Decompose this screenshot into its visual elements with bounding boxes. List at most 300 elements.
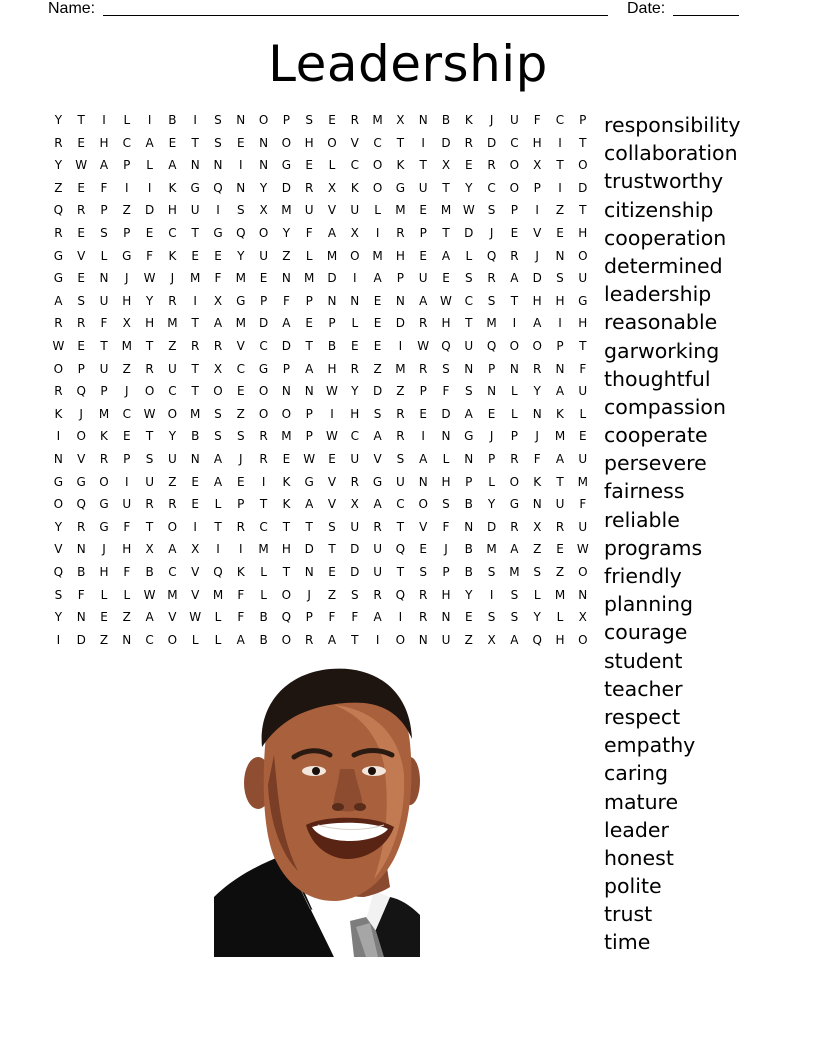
grid-letter[interactable]: N <box>327 293 337 308</box>
grid-letter[interactable]: D <box>441 406 451 421</box>
grid-letter[interactable]: P <box>123 226 131 240</box>
grid-letter[interactable]: A <box>373 610 382 625</box>
grid-letter[interactable]: R <box>555 519 565 534</box>
grid-letter[interactable]: O <box>350 248 360 263</box>
grid-letter[interactable]: Z <box>54 180 63 195</box>
grid-letter[interactable]: T <box>145 339 154 353</box>
grid-letter[interactable]: U <box>555 497 565 512</box>
grid-letter[interactable]: A <box>54 293 63 308</box>
grid-letter[interactable]: J <box>125 384 129 399</box>
grid-letter[interactable]: I <box>239 158 243 173</box>
grid-letter[interactable]: I <box>421 135 425 150</box>
grid-letter[interactable]: N <box>99 271 109 286</box>
grid-letter[interactable]: M <box>486 542 497 557</box>
grid-letter[interactable]: C <box>122 135 131 150</box>
grid-letter[interactable]: K <box>168 248 177 263</box>
grid-letter[interactable]: O <box>258 384 269 399</box>
grid-letter[interactable]: W <box>75 158 88 173</box>
grid-letter[interactable]: K <box>350 180 359 195</box>
grid-letter[interactable]: I <box>421 429 425 444</box>
grid-letter[interactable]: P <box>77 361 85 376</box>
grid-letter[interactable]: F <box>123 519 131 534</box>
grid-letter[interactable]: I <box>558 135 562 150</box>
grid-letter[interactable]: E <box>77 135 85 150</box>
grid-letter[interactable]: S <box>487 610 496 625</box>
grid-letter[interactable]: A <box>327 632 337 647</box>
grid-letter[interactable]: R <box>350 361 359 376</box>
grid-letter[interactable]: S <box>464 271 473 286</box>
grid-letter[interactable]: W <box>326 384 338 399</box>
grid-letter[interactable]: K <box>464 113 473 127</box>
grid-letter[interactable]: A <box>236 632 245 647</box>
grid-letter[interactable]: V <box>168 610 177 625</box>
grid-letter[interactable]: L <box>100 248 108 263</box>
grid-letter[interactable]: Q <box>441 339 451 353</box>
grid-letter[interactable]: Q <box>236 226 246 240</box>
grid-letter[interactable]: P <box>556 339 564 353</box>
grid-letter[interactable]: C <box>259 519 268 534</box>
grid-letter[interactable]: E <box>328 565 336 579</box>
grid-letter[interactable]: V <box>54 542 63 557</box>
grid-letter[interactable]: B <box>464 565 473 579</box>
grid-letter[interactable]: D <box>304 542 314 557</box>
grid-letter[interactable]: O <box>53 497 64 512</box>
grid-letter[interactable]: E <box>191 248 199 263</box>
grid-letter[interactable]: G <box>372 474 383 489</box>
grid-letter[interactable]: O <box>167 632 178 647</box>
grid-letter[interactable]: M <box>167 587 178 602</box>
grid-letter[interactable]: U <box>418 180 428 195</box>
grid-letter[interactable]: N <box>53 452 63 466</box>
grid-letter[interactable]: K <box>282 497 291 512</box>
grid-letter[interactable]: L <box>442 452 450 466</box>
grid-letter[interactable]: E <box>442 271 450 286</box>
grid-letter[interactable]: X <box>191 542 200 557</box>
grid-letter[interactable]: Q <box>213 565 223 579</box>
grid-letter[interactable]: I <box>56 632 61 647</box>
grid-letter[interactable]: C <box>168 226 177 240</box>
grid-letter[interactable]: T <box>396 135 405 150</box>
grid-letter[interactable]: E <box>373 339 382 353</box>
grid-letter[interactable]: U <box>441 632 451 647</box>
grid-letter[interactable]: L <box>214 632 222 647</box>
grid-letter[interactable]: Y <box>54 158 63 173</box>
grid-letter[interactable]: U <box>418 271 428 286</box>
grid-letter[interactable]: R <box>54 316 63 331</box>
grid-letter[interactable]: Y <box>237 248 245 263</box>
grid-letter[interactable]: Q <box>532 632 542 647</box>
grid-letter[interactable]: S <box>396 452 405 466</box>
grid-letter[interactable]: V <box>350 135 359 150</box>
grid-letter[interactable]: I <box>56 429 61 444</box>
grid-letter[interactable]: S <box>510 587 519 602</box>
grid-letter[interactable]: T <box>579 135 587 150</box>
grid-letter[interactable]: X <box>396 113 405 127</box>
grid-letter[interactable]: Q <box>395 542 406 557</box>
grid-letter[interactable]: R <box>191 339 200 353</box>
grid-letter[interactable]: H <box>167 203 177 218</box>
grid-letter[interactable]: O <box>578 632 588 647</box>
grid-letter[interactable]: Z <box>282 248 291 263</box>
grid-letter[interactable]: W <box>417 339 430 353</box>
grid-letter[interactable]: W <box>189 610 202 625</box>
grid-letter[interactable]: H <box>304 135 314 150</box>
grid-letter[interactable]: C <box>487 180 496 195</box>
grid-letter[interactable]: E <box>305 158 313 173</box>
grid-letter[interactable]: T <box>465 316 473 331</box>
grid-letter[interactable]: C <box>236 361 245 376</box>
grid-letter[interactable]: H <box>327 361 337 376</box>
grid-letter[interactable]: M <box>121 339 132 353</box>
grid-letter[interactable]: V <box>77 452 86 466</box>
grid-letter[interactable]: Q <box>213 180 223 195</box>
grid-letter[interactable]: N <box>304 565 314 579</box>
grid-letter[interactable]: F <box>77 587 85 602</box>
grid-letter[interactable]: O <box>53 361 64 376</box>
grid-letter[interactable]: C <box>464 293 473 308</box>
grid-letter[interactable]: O <box>578 565 588 579</box>
grid-letter[interactable]: T <box>419 158 427 173</box>
grid-letter[interactable]: T <box>328 542 336 557</box>
grid-letter[interactable]: E <box>168 135 177 150</box>
grid-letter[interactable]: J <box>444 542 448 557</box>
grid-letter[interactable]: Q <box>486 248 497 263</box>
grid-letter[interactable]: F <box>123 565 131 579</box>
grid-letter[interactable]: R <box>305 180 314 195</box>
grid-letter[interactable]: R <box>373 587 382 602</box>
grid-letter[interactable]: X <box>327 180 337 195</box>
grid-letter[interactable]: A <box>168 158 177 173</box>
grid-letter[interactable]: U <box>578 271 588 286</box>
grid-letter[interactable]: T <box>191 361 199 376</box>
grid-letter[interactable]: C <box>168 384 177 399</box>
grid-letter[interactable]: C <box>122 406 131 421</box>
grid-letter[interactable]: L <box>533 587 541 602</box>
grid-letter[interactable]: P <box>510 203 519 218</box>
grid-letter[interactable]: E <box>214 248 222 263</box>
grid-letter[interactable]: T <box>191 384 199 399</box>
grid-letter[interactable]: G <box>258 361 269 376</box>
grid-letter[interactable]: N <box>578 587 588 602</box>
grid-letter[interactable]: R <box>213 339 223 353</box>
grid-letter[interactable]: N <box>555 361 565 376</box>
grid-letter[interactable]: N <box>418 474 428 489</box>
grid-letter[interactable]: G <box>304 474 314 489</box>
grid-letter[interactable]: Z <box>373 361 382 376</box>
grid-letter[interactable]: R <box>510 248 519 263</box>
grid-letter[interactable]: I <box>558 316 562 331</box>
grid-letter[interactable]: A <box>213 474 223 489</box>
grid-letter[interactable]: N <box>441 429 451 444</box>
grid-letter[interactable]: P <box>305 406 313 421</box>
grid-letter[interactable]: R <box>419 587 428 602</box>
grid-letter[interactable]: N <box>418 632 428 647</box>
grid-letter[interactable]: X <box>122 316 131 331</box>
grid-letter[interactable]: I <box>353 271 357 286</box>
grid-letter[interactable]: K <box>533 474 542 489</box>
grid-letter[interactable]: N <box>395 293 405 308</box>
grid-letter[interactable]: F <box>100 316 108 331</box>
grid-letter[interactable]: Y <box>54 610 63 625</box>
grid-letter[interactable]: G <box>76 474 86 489</box>
grid-letter[interactable]: Y <box>168 429 177 444</box>
grid-letter[interactable]: D <box>441 135 451 150</box>
grid-letter[interactable]: D <box>327 271 337 286</box>
grid-letter[interactable]: E <box>259 271 268 286</box>
grid-letter[interactable]: D <box>281 339 292 353</box>
grid-letter[interactable]: S <box>487 293 496 308</box>
grid-letter[interactable]: N <box>76 542 86 557</box>
grid-letter[interactable]: T <box>305 339 313 353</box>
grid-letter[interactable]: G <box>213 226 223 240</box>
grid-letter[interactable]: T <box>556 474 564 489</box>
grid-letter[interactable]: S <box>419 565 427 579</box>
grid-letter[interactable]: V <box>191 565 200 579</box>
grid-letter[interactable]: P <box>123 452 131 466</box>
grid-letter[interactable]: R <box>419 361 428 376</box>
grid-letter[interactable]: M <box>554 429 566 444</box>
grid-letter[interactable]: T <box>191 226 199 240</box>
grid-letter[interactable]: O <box>258 113 269 127</box>
grid-letter[interactable]: Y <box>54 113 63 127</box>
grid-letter[interactable]: E <box>328 113 336 127</box>
grid-letter[interactable]: V <box>327 474 337 489</box>
grid-letter[interactable]: Z <box>236 406 245 421</box>
grid-letter[interactable]: Q <box>53 565 64 579</box>
grid-letter[interactable]: V <box>77 248 86 263</box>
grid-letter[interactable]: R <box>350 113 359 127</box>
grid-letter[interactable]: L <box>260 565 267 579</box>
grid-letter[interactable]: H <box>578 226 588 240</box>
grid-letter[interactable]: S <box>236 203 245 218</box>
grid-letter[interactable]: O <box>509 158 520 173</box>
grid-letter[interactable]: Q <box>486 339 497 353</box>
grid-letter[interactable]: W <box>143 271 156 286</box>
grid-letter[interactable]: X <box>213 293 223 308</box>
grid-letter[interactable]: O <box>372 180 383 195</box>
grid-letter[interactable]: G <box>99 519 109 534</box>
grid-letter[interactable]: O <box>509 339 520 353</box>
grid-letter[interactable]: K <box>168 180 177 195</box>
grid-letter[interactable]: L <box>214 497 222 512</box>
grid-letter[interactable]: R <box>350 474 359 489</box>
grid-letter[interactable]: B <box>259 632 268 647</box>
grid-letter[interactable]: V <box>191 587 200 602</box>
grid-letter[interactable]: G <box>395 180 406 195</box>
grid-letter[interactable]: Y <box>259 180 268 195</box>
grid-letter[interactable]: A <box>305 361 314 376</box>
grid-letter[interactable]: F <box>579 497 587 512</box>
grid-letter[interactable]: K <box>54 406 63 421</box>
grid-letter[interactable]: T <box>396 519 405 534</box>
grid-letter[interactable]: H <box>99 135 109 150</box>
grid-letter[interactable]: U <box>373 565 382 579</box>
grid-letter[interactable]: E <box>373 293 382 308</box>
grid-letter[interactable]: T <box>259 497 268 512</box>
grid-letter[interactable]: R <box>99 452 109 466</box>
grid-letter[interactable]: M <box>440 203 452 218</box>
grid-letter[interactable]: R <box>419 316 428 331</box>
grid-letter[interactable]: E <box>556 226 564 240</box>
grid-letter[interactable]: R <box>396 406 405 421</box>
grid-letter[interactable]: D <box>281 180 292 195</box>
grid-letter[interactable]: Z <box>555 203 565 218</box>
grid-letter[interactable]: L <box>556 610 564 625</box>
grid-letter[interactable]: D <box>486 135 497 150</box>
grid-letter[interactable]: B <box>464 542 473 557</box>
grid-letter[interactable]: E <box>328 452 336 466</box>
grid-letter[interactable]: G <box>464 429 474 444</box>
grid-letter[interactable]: N <box>441 610 451 625</box>
grid-letter[interactable]: I <box>558 180 562 195</box>
grid-letter[interactable]: B <box>327 339 337 353</box>
grid-letter[interactable]: S <box>510 610 519 625</box>
grid-letter[interactable]: J <box>535 429 539 444</box>
grid-letter[interactable]: V <box>533 226 542 240</box>
grid-letter[interactable]: A <box>305 497 314 512</box>
grid-letter[interactable]: Y <box>54 519 63 534</box>
grid-letter[interactable]: B <box>168 113 177 127</box>
grid-letter[interactable]: Q <box>395 587 406 602</box>
grid-letter[interactable]: L <box>191 632 199 647</box>
grid-letter[interactable]: H <box>122 542 132 557</box>
grid-letter[interactable]: O <box>281 632 292 647</box>
grid-letter[interactable]: N <box>304 384 314 399</box>
grid-letter[interactable]: E <box>419 248 427 263</box>
grid-letter[interactable]: S <box>214 406 222 421</box>
grid-letter[interactable]: M <box>167 316 178 331</box>
grid-letter[interactable]: G <box>53 271 64 286</box>
grid-letter[interactable]: N <box>259 135 269 150</box>
grid-letter[interactable]: E <box>556 542 564 557</box>
grid-letter[interactable]: R <box>77 203 86 218</box>
grid-letter[interactable]: F <box>305 226 313 240</box>
grid-letter[interactable]: N <box>464 361 474 376</box>
grid-letter[interactable]: E <box>77 226 85 240</box>
grid-letter[interactable]: J <box>239 452 243 466</box>
grid-letter[interactable]: C <box>510 135 519 150</box>
grid-letter[interactable]: R <box>419 610 428 625</box>
grid-letter[interactable]: T <box>191 316 199 331</box>
grid-letter[interactable]: R <box>259 452 268 466</box>
grid-letter[interactable]: A <box>464 406 473 421</box>
grid-letter[interactable]: H <box>532 135 542 150</box>
grid-letter[interactable]: A <box>510 542 519 557</box>
grid-letter[interactable]: H <box>441 474 451 489</box>
grid-letter[interactable]: J <box>489 429 494 444</box>
grid-letter[interactable]: Y <box>351 384 359 399</box>
name-blank-line[interactable] <box>103 15 608 16</box>
grid-letter[interactable]: C <box>555 113 565 127</box>
grid-letter[interactable]: D <box>350 565 360 579</box>
grid-letter[interactable]: R <box>305 632 314 647</box>
grid-letter[interactable]: S <box>305 113 313 127</box>
grid-letter[interactable]: X <box>350 226 359 240</box>
grid-letter[interactable]: H <box>555 293 565 308</box>
grid-letter[interactable]: O <box>258 226 269 240</box>
grid-letter[interactable]: H <box>281 542 291 557</box>
grid-letter[interactable]: L <box>579 406 587 421</box>
grid-letter[interactable]: M <box>212 587 224 602</box>
grid-letter[interactable]: R <box>510 519 519 534</box>
grid-letter[interactable]: U <box>350 519 360 534</box>
grid-letter[interactable]: R <box>54 384 63 399</box>
grid-letter[interactable]: L <box>488 474 495 489</box>
grid-letter[interactable]: S <box>236 429 245 444</box>
grid-letter[interactable]: H <box>145 316 155 331</box>
grid-letter[interactable]: N <box>259 158 269 173</box>
grid-letter[interactable]: M <box>281 429 292 444</box>
grid-letter[interactable]: F <box>237 610 245 625</box>
grid-letter[interactable]: K <box>236 565 245 579</box>
grid-letter[interactable]: Z <box>168 474 177 489</box>
grid-letter[interactable]: D <box>258 316 269 331</box>
grid-letter[interactable]: R <box>259 429 268 444</box>
grid-letter[interactable]: P <box>487 361 496 376</box>
grid-letter[interactable]: U <box>304 203 314 218</box>
grid-letter[interactable]: T <box>442 180 450 195</box>
grid-letter[interactable]: M <box>190 271 201 286</box>
grid-letter[interactable]: I <box>102 113 106 127</box>
grid-letter[interactable]: C <box>396 497 405 512</box>
grid-letter[interactable]: W <box>326 429 338 444</box>
grid-letter[interactable]: L <box>146 158 153 173</box>
grid-letter[interactable]: N <box>190 158 200 173</box>
grid-letter[interactable]: I <box>193 293 197 308</box>
grid-letter[interactable]: F <box>100 180 108 195</box>
grid-letter[interactable]: Z <box>122 610 131 625</box>
grid-letter[interactable]: H <box>555 632 565 647</box>
grid-letter[interactable]: E <box>419 542 427 557</box>
grid-letter[interactable]: C <box>259 339 268 353</box>
grid-letter[interactable]: J <box>535 248 539 263</box>
grid-letter[interactable]: A <box>145 135 154 150</box>
grid-letter[interactable]: R <box>464 135 473 150</box>
grid-letter[interactable]: N <box>281 271 291 286</box>
grid-letter[interactable]: X <box>350 497 359 512</box>
grid-letter[interactable]: A <box>533 316 542 331</box>
grid-letter[interactable]: I <box>512 316 517 331</box>
grid-letter[interactable]: I <box>147 113 152 127</box>
grid-letter[interactable]: W <box>462 203 475 218</box>
grid-letter[interactable]: O <box>144 384 155 399</box>
grid-letter[interactable]: O <box>509 180 520 195</box>
grid-letter[interactable]: Z <box>464 632 473 647</box>
grid-letter[interactable]: N <box>418 113 428 127</box>
grid-letter[interactable]: X <box>145 542 154 557</box>
grid-letter[interactable]: E <box>350 339 359 353</box>
grid-letter[interactable]: P <box>533 180 541 195</box>
grid-letter[interactable]: O <box>258 406 269 421</box>
grid-letter[interactable]: A <box>555 384 565 399</box>
grid-letter[interactable]: T <box>351 632 359 647</box>
grid-letter[interactable]: I <box>193 113 197 127</box>
grid-letter[interactable]: M <box>509 565 520 579</box>
grid-letter[interactable]: I <box>330 406 334 421</box>
grid-letter[interactable]: R <box>168 293 177 308</box>
grid-letter[interactable]: Z <box>533 542 542 557</box>
grid-letter[interactable]: K <box>282 474 291 489</box>
grid-letter[interactable]: N <box>532 497 542 512</box>
grid-letter[interactable]: O <box>578 158 588 173</box>
grid-letter[interactable]: N <box>190 452 200 466</box>
grid-letter[interactable]: S <box>487 565 496 579</box>
grid-letter[interactable]: A <box>373 271 382 286</box>
grid-letter[interactable]: T <box>442 226 450 240</box>
grid-letter[interactable]: Z <box>122 361 131 376</box>
grid-letter[interactable]: F <box>579 361 587 376</box>
grid-letter[interactable]: H <box>395 248 405 263</box>
